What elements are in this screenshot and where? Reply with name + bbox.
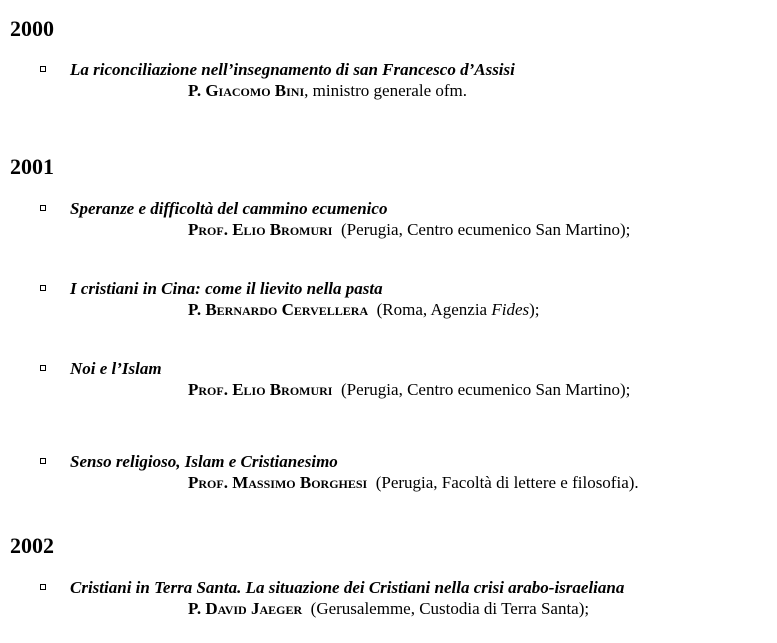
lecture-speaker-line <box>188 300 540 320</box>
speaker-affiliation: (Perugia, Centro ecumenico San Martino); <box>340 380 631 399</box>
speaker-affiliation-end: ); <box>529 300 540 319</box>
speaker-affiliation: (Perugia, Centro ecumenico San Martino); <box>340 220 631 239</box>
lecture-speaker-line <box>188 220 630 240</box>
checkbox-bullet-icon <box>40 285 46 291</box>
checkbox-bullet-icon <box>40 205 46 211</box>
speaker-affiliation: , ministro generale ofm. <box>304 81 468 100</box>
checkbox-bullet-icon <box>40 584 46 590</box>
year-heading: 2001 <box>10 154 54 179</box>
speaker-affiliation: (Perugia, Facoltà di lettere e filosofia). <box>375 473 639 492</box>
speaker-affiliation: (Roma, Agenzia <box>376 300 492 319</box>
speaker-name: P. David Jaeger <box>188 599 303 618</box>
checkbox-bullet-icon <box>40 66 46 72</box>
lecture-title: Senso religioso, Islam e Cristianesimo <box>70 452 338 471</box>
lecture-title: I cristiani in Cina: come il lievito nella pasta <box>70 279 383 298</box>
speaker-name: Prof. Massimo Borghesi <box>188 473 368 492</box>
agency-name: Fides <box>491 300 530 319</box>
speaker-name: Prof. Elio Bromuri <box>188 220 333 239</box>
checkbox-bullet-icon <box>40 458 46 464</box>
lecture-speaker-line <box>188 599 589 619</box>
lecture-speaker-line <box>188 380 630 400</box>
speaker-name: P. Giacomo Bini <box>188 81 305 100</box>
lecture-speaker-line <box>188 81 467 101</box>
lecture-title: Speranze e difficoltà del cammino ecumenico <box>70 199 388 218</box>
checkbox-bullet-icon <box>40 365 46 371</box>
speaker-name: Prof. Elio Bromuri <box>188 380 333 399</box>
lecture-title: Noi e l’Islam <box>70 359 162 378</box>
lecture-speaker-line <box>188 473 639 493</box>
year-heading: 2002 <box>10 533 54 558</box>
lecture-title: Cristiani in Terra Santa. La situazione dei Cristiani nella crisi arabo-israeliana <box>70 578 625 597</box>
year-heading: 2000 <box>10 16 54 41</box>
speaker-name: P. Bernardo Cervellera <box>188 300 369 319</box>
lecture-title: La riconciliazione nell’insegnamento di san Francesco d’Assisi <box>70 60 515 79</box>
speaker-affiliation: (Gerusalemme, Custodia di Terra Santa); <box>310 599 590 618</box>
